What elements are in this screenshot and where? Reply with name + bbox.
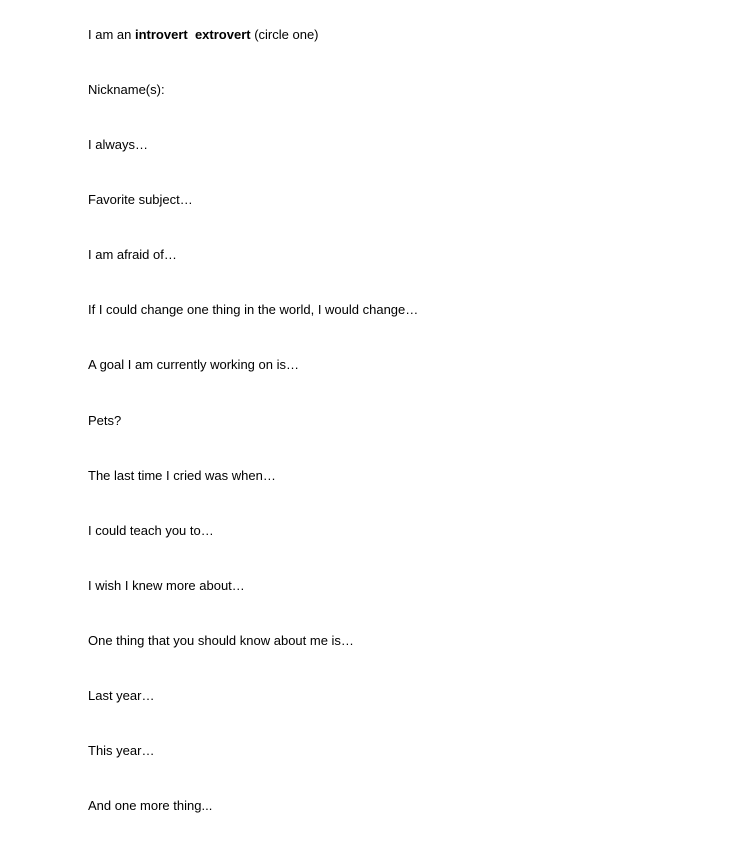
prompt-change-world: If I could change one thing in the world, I would change… (88, 302, 419, 317)
line1-suffix: (circle one) (254, 27, 319, 42)
option-introvert[interactable]: introvert (134, 27, 188, 42)
prompt-wish-knew: I wish I knew more about… (88, 578, 245, 593)
prompt-teach-you: I could teach you to… (88, 523, 214, 538)
prompt-one-more-thing: And one more thing... (88, 798, 213, 813)
prompt-favorite-subject: Favorite subject… (88, 192, 193, 207)
prompt-last-cried: The last time I cried was when… (88, 468, 276, 483)
prompt-last-year: Last year… (88, 688, 155, 703)
prompt-i-always: I always… (88, 137, 148, 152)
prompt-current-goal: A goal I am currently working on is… (88, 357, 299, 372)
line1-prefix: I am an (88, 27, 132, 42)
option-extrovert[interactable]: extrovert (194, 27, 251, 42)
prompt-nicknames: Nickname(s): (88, 82, 165, 97)
prompt-this-year: This year… (88, 743, 155, 758)
prompt-pets: Pets? (88, 413, 122, 428)
prompt-know-about-me: One thing that you should know about me is… (88, 633, 354, 648)
introvert-extrovert-line (88, 27, 319, 43)
prompt-afraid-of: I am afraid of… (88, 247, 177, 262)
